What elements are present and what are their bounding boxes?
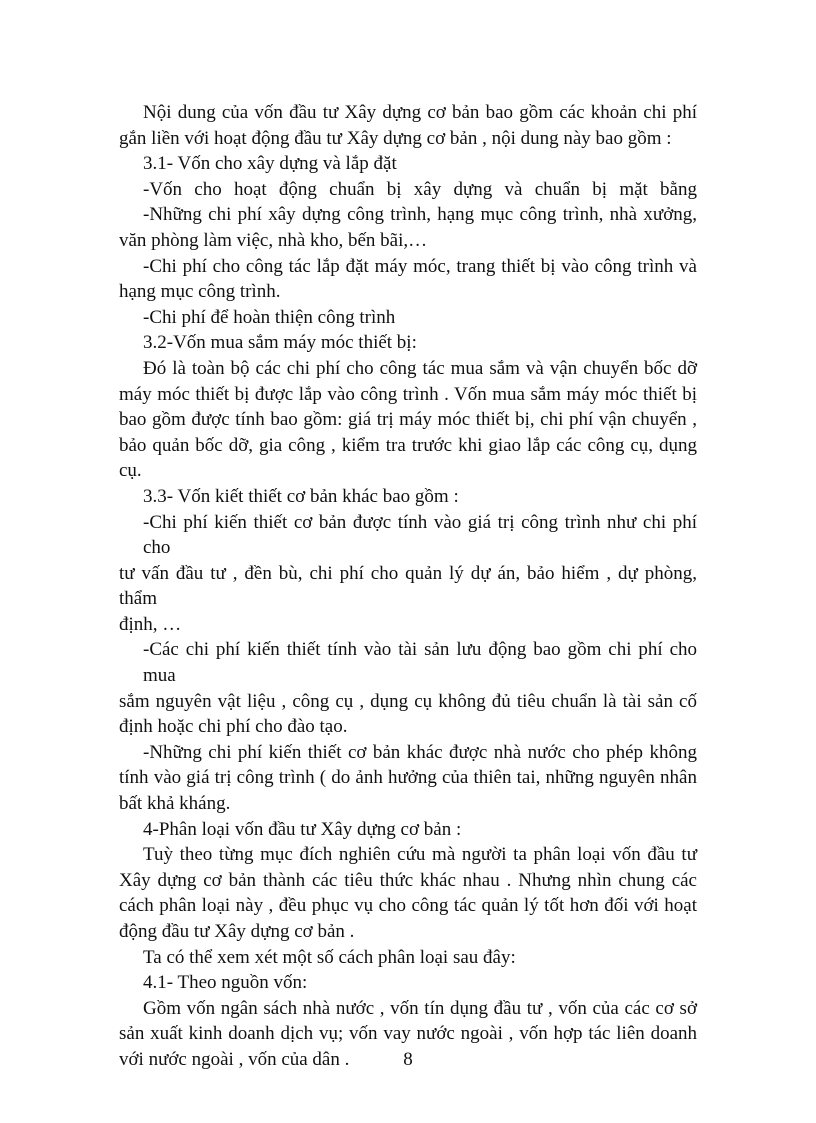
text-line: -Chi phí cho công tác lắp đặt máy móc, trang thiết bị vào công trình và xyxy=(143,255,697,277)
text-line: sắm nguyên vật liệu , công cụ , dụng cụ không đủ tiêu chuẩn là tài sản cố xyxy=(119,690,697,712)
text-line: hạng mục công trình. xyxy=(119,281,281,303)
text-line: với nước ngoài , vốn của dân . xyxy=(119,1048,350,1070)
text-line: Ta có thể xem xét một số cách phân loại sau đây: xyxy=(143,946,516,968)
text-line: sản xuất kinh doanh dịch vụ; vốn vay nước ngoài , vốn hợp tác liên doanh xyxy=(119,1023,697,1045)
text-line: -Vốn cho hoạt động chuẩn bị xây dựng và chuẩn bị mặt bằng xyxy=(143,178,697,200)
text-line: -Chi phí kiến thiết cơ bản được tính vào giá trị công trình như chi phí cho xyxy=(143,511,697,559)
text-line: máy móc thiết bị được lắp vào công trình . Vốn mua sắm máy móc thiết bị xyxy=(119,383,697,405)
text-line: bất khả kháng. xyxy=(119,793,231,815)
document-body xyxy=(119,100,697,1073)
text-line: 3.1- Vốn cho xây dựng và lắp đặt xyxy=(143,153,397,175)
text-line: động đầu tư Xây dựng cơ bản . xyxy=(119,921,355,942)
text-line: -Chi phí để hoàn thiện công trình xyxy=(143,306,396,328)
text-line: Đó là toàn bộ các chi phí cho công tác mua sắm và vận chuyển bốc dỡ xyxy=(143,357,697,379)
text-line: Xây dựng cơ bản thành các tiêu thức khác nhau . Nhưng nhìn chung các xyxy=(119,869,697,891)
text-line: định, … xyxy=(119,613,182,635)
text-line: 3.2-Vốn mua sắm máy móc thiết bị: xyxy=(143,332,417,354)
text-line: -Các chi phí kiến thiết tính vào tài sản lưu động bao gồm chi phí cho mua xyxy=(143,639,697,687)
text-line: gắn liền với hoạt động đầu tư Xây dựng cơ bản , nội dung này bao gồm : xyxy=(119,127,672,149)
text-line: văn phòng làm việc, nhà kho, bến bãi,… xyxy=(119,229,428,251)
text-line: tư vấn đầu tư , đền bù, chi phí cho quản lý dự án, bảo hiểm , dự phòng, thẩm xyxy=(119,562,697,610)
text-line: tính vào giá trị công trình ( do ảnh hưởng của thiên tai, những nguyên nhân xyxy=(119,767,697,789)
text-line: 4.1- Theo nguồn vốn: xyxy=(143,972,308,994)
text-line: Nội dung của vốn đầu tư Xây dựng cơ bản bao gồm các khoản chi phí xyxy=(143,102,697,123)
page-number: 8 xyxy=(403,1049,413,1070)
text-line: bao gồm được tính bao gồm: giá trị máy móc thiết bị, chi phí vận chuyển , xyxy=(119,409,697,431)
text-line: định hoặc chi phí cho đào tạo. xyxy=(119,716,348,738)
text-line: Tuỳ theo từng mục đích nghiên cứu mà người ta phân loại vốn đầu tư xyxy=(143,844,697,866)
text-line: Gồm vốn ngân sách nhà nước , vốn tín dụng đầu tư , vốn của các cơ sở xyxy=(143,997,697,1019)
text-line: 3.3- Vốn kiết thiết cơ bản khác bao gồm : xyxy=(143,485,459,507)
text-line: cách phân loại này , đều phục vụ cho công tác quản lý tốt hơn đối với hoạt xyxy=(119,895,697,917)
text-line: 4-Phân loại vốn đầu tư Xây dựng cơ bản : xyxy=(143,818,462,840)
text-line: -Những chi phí xây dựng công trình, hạng mục công trình, nhà xưởng, xyxy=(143,204,697,226)
text-line: bảo quản bốc dỡ, gia công , kiểm tra trước khi giao lắp các công cụ, dụng cụ. xyxy=(119,434,697,482)
text-line: -Những chi phí kiến thiết cơ bản khác được nhà nước cho phép không xyxy=(143,741,697,763)
